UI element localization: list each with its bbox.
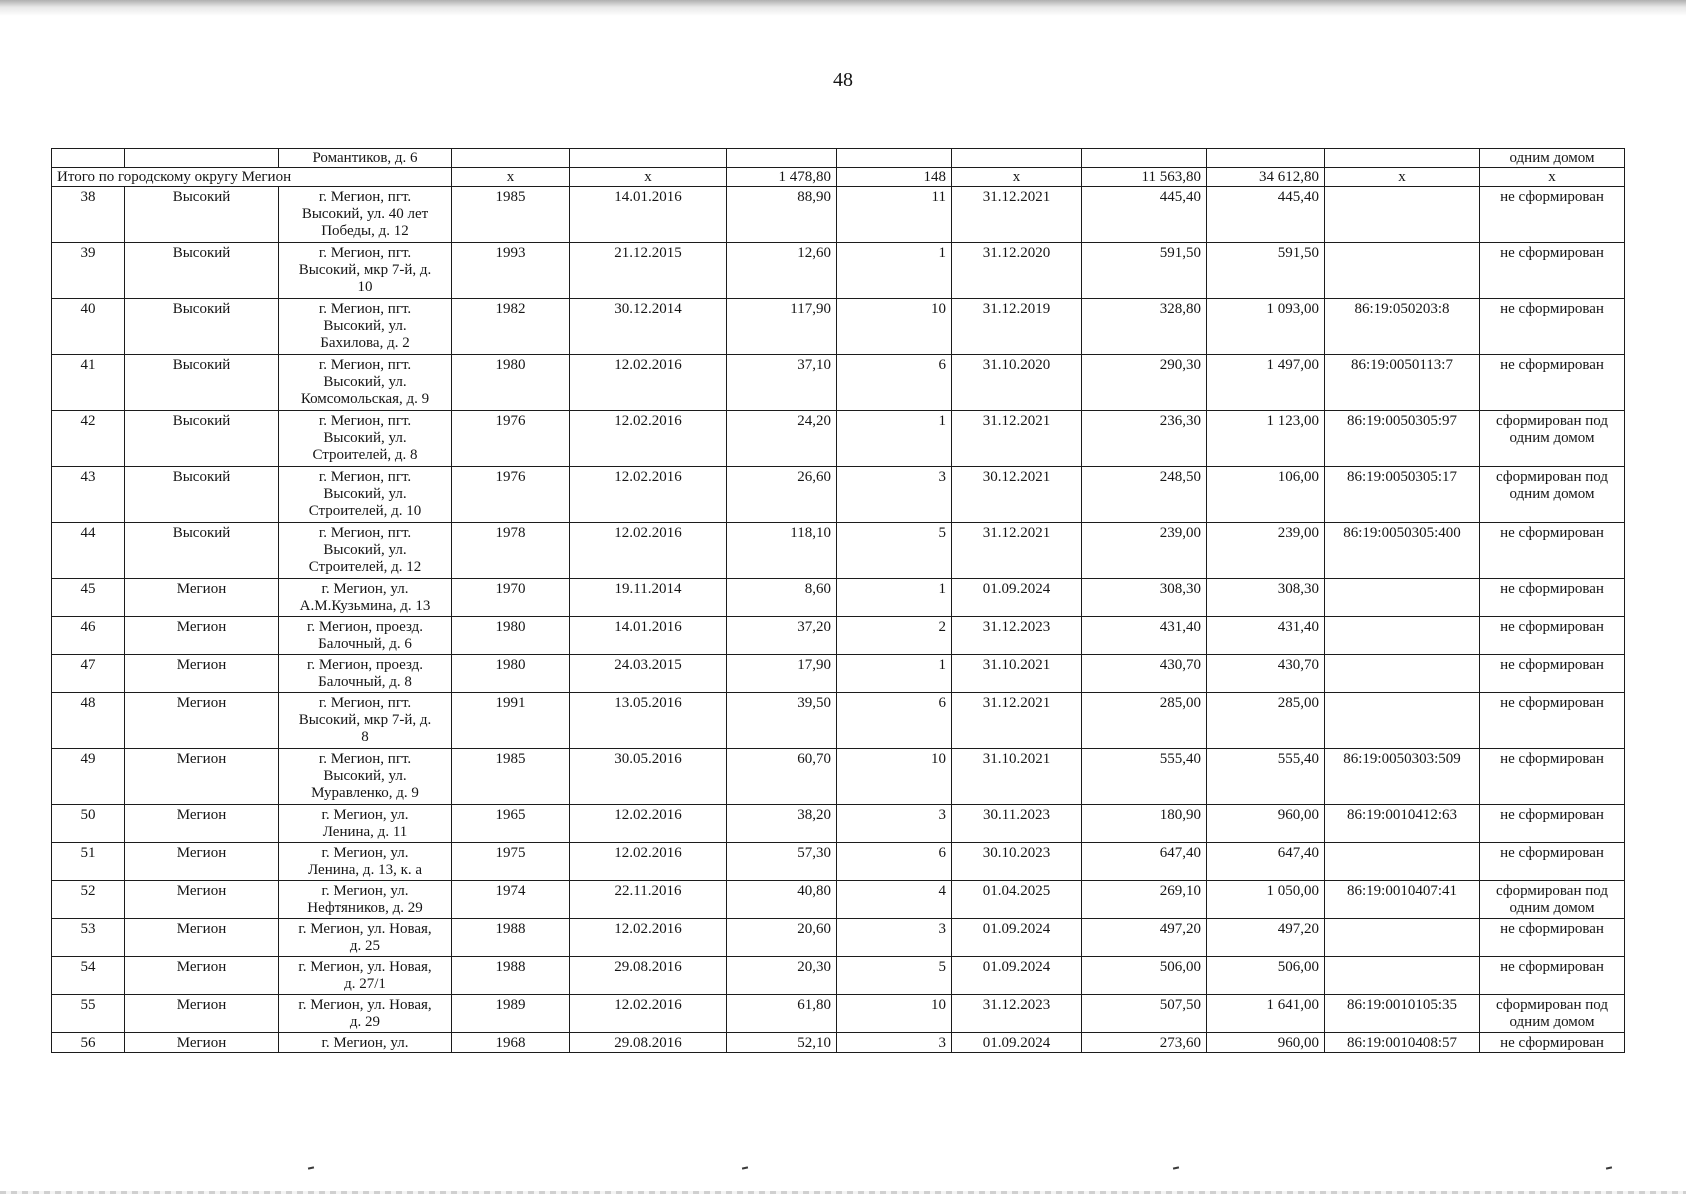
- cell-cadastral-number: [1325, 579, 1480, 617]
- cell-amount-total: 591,50: [1207, 243, 1325, 299]
- cell-year: 1989: [452, 995, 570, 1033]
- cell-area: 57,30: [727, 843, 837, 881]
- cell-date: 14.01.2016: [570, 187, 727, 243]
- cell-amount: 506,00: [1082, 957, 1207, 995]
- cell-amount: 647,40: [1082, 843, 1207, 881]
- cell-year: х: [452, 168, 570, 187]
- cell-number: 45: [52, 579, 125, 617]
- cell-number: 42: [52, 411, 125, 467]
- cell-area: 8,60: [727, 579, 837, 617]
- table-row: [52, 243, 1625, 299]
- cell-status: сформирован под одним домом: [1480, 881, 1625, 919]
- cell-year: 1991: [452, 693, 570, 749]
- table-row: [52, 957, 1625, 995]
- cell-year: 1970: [452, 579, 570, 617]
- cell-settlement: Мегион: [125, 881, 279, 919]
- cell-cadastral-number: [1325, 919, 1480, 957]
- cell-cadastral-number: 86:19:0010408:57: [1325, 1033, 1480, 1053]
- cell-cadastral-number: 86:19:050203:8: [1325, 299, 1480, 355]
- cell-date: 12.02.2016: [570, 919, 727, 957]
- cell-address: г. Мегион, ул. А.М.Кузьмина, д. 13: [279, 579, 452, 617]
- cell-number: 52: [52, 881, 125, 919]
- cell-term-date: 31.12.2021: [952, 523, 1082, 579]
- cell-cadastral-number: 86:19:0050303:509: [1325, 749, 1480, 805]
- cell-count: 1: [837, 579, 952, 617]
- cell-amount-total: 1 050,00: [1207, 881, 1325, 919]
- cell-cadastral-number: 86:19:0050113:7: [1325, 355, 1480, 411]
- cell-term-date: 31.12.2021: [952, 693, 1082, 749]
- cell-address: г. Мегион, ул.: [279, 1033, 452, 1053]
- cell-settlement: Мегион: [125, 617, 279, 655]
- cell-amount: 497,20: [1082, 919, 1207, 957]
- cell-amount: 248,50: [1082, 467, 1207, 523]
- cell-amount: 285,00: [1082, 693, 1207, 749]
- cell-amount-total: 285,00: [1207, 693, 1325, 749]
- cell-status: сформирован под одним домом: [1480, 995, 1625, 1033]
- cell-status: не сформирован: [1480, 655, 1625, 693]
- cell-cadastral-number: [1325, 693, 1480, 749]
- cell-address: г. Мегион, пгт. Высокий, ул. 40 лет Победы, д. 12: [279, 187, 452, 243]
- cell-settlement: Мегион: [125, 919, 279, 957]
- table-row: [52, 843, 1625, 881]
- cell-count: 148: [837, 168, 952, 187]
- cell-year: 1982: [452, 299, 570, 355]
- table-row: [52, 655, 1625, 693]
- cell-status: сформирован под одним домом: [1480, 411, 1625, 467]
- cell-count: 6: [837, 693, 952, 749]
- cell-address: г. Мегион, пгт. Высокий, ул. Муравленко, д. 9: [279, 749, 452, 805]
- cell-date: 22.11.2016: [570, 881, 727, 919]
- cell-amount-total: 506,00: [1207, 957, 1325, 995]
- cell-number: 47: [52, 655, 125, 693]
- cell-cadastral-number: 86:19:0010412:63: [1325, 805, 1480, 843]
- cell-count: 10: [837, 299, 952, 355]
- continuation-row: [52, 149, 1625, 168]
- table-row: [52, 995, 1625, 1033]
- cell-settlement: Мегион: [125, 655, 279, 693]
- cell-address: г. Мегион, пгт. Высокий, мкр 7-й, д. 8: [279, 693, 452, 749]
- cell-amount: 507,50: [1082, 995, 1207, 1033]
- cell-settlement: Мегион: [125, 579, 279, 617]
- cell-settlement: Высокий: [125, 467, 279, 523]
- cell-status: не сформирован: [1480, 919, 1625, 957]
- cell-term-date: 31.10.2020: [952, 355, 1082, 411]
- cell-date: 29.08.2016: [570, 957, 727, 995]
- cell-amount-total: 430,70: [1207, 655, 1325, 693]
- cell-area: 12,60: [727, 243, 837, 299]
- page-number: 48: [833, 69, 853, 91]
- cell-term-date: [952, 149, 1082, 168]
- cell-amount: 430,70: [1082, 655, 1207, 693]
- cell-amount-total: 555,40: [1207, 749, 1325, 805]
- cell-date: 12.02.2016: [570, 995, 727, 1033]
- cell-amount: 431,40: [1082, 617, 1207, 655]
- cell-amount-total: 1 497,00: [1207, 355, 1325, 411]
- cell-settlement: Мегион: [125, 995, 279, 1033]
- cell-count: 10: [837, 749, 952, 805]
- cell-address: г. Мегион, ул. Ленина, д. 13, к. а: [279, 843, 452, 881]
- cell-amount: 591,50: [1082, 243, 1207, 299]
- cell-count: 4: [837, 881, 952, 919]
- cell-date: 12.02.2016: [570, 843, 727, 881]
- cell-address: Романтиков, д. 6: [279, 149, 452, 168]
- cell-settlement: [125, 149, 279, 168]
- cell-date: 13.05.2016: [570, 693, 727, 749]
- cell-cadastral-number: [1325, 187, 1480, 243]
- cell-term-date: 30.12.2021: [952, 467, 1082, 523]
- cell-number: 48: [52, 693, 125, 749]
- cell-status: не сформирован: [1480, 1033, 1625, 1053]
- cell-cadastral-number: [1325, 243, 1480, 299]
- cell-number: 43: [52, 467, 125, 523]
- cell-date: 29.08.2016: [570, 1033, 727, 1053]
- cell-area: 20,60: [727, 919, 837, 957]
- cell-amount: 236,30: [1082, 411, 1207, 467]
- cell-term-date: 31.12.2021: [952, 187, 1082, 243]
- cell-area: 26,60: [727, 467, 837, 523]
- cell-amount: 555,40: [1082, 749, 1207, 805]
- cell-cadastral-number: 86:19:0050305:400: [1325, 523, 1480, 579]
- cell-amount-total: 308,30: [1207, 579, 1325, 617]
- cell-date: 14.01.2016: [570, 617, 727, 655]
- cell-address: г. Мегион, ул. Новая, д. 27/1: [279, 957, 452, 995]
- cell-address: г. Мегион, проезд. Балочный, д. 8: [279, 655, 452, 693]
- cell-count: 1: [837, 655, 952, 693]
- cell-number: 51: [52, 843, 125, 881]
- cell-year: 1985: [452, 749, 570, 805]
- cell-count: 2: [837, 617, 952, 655]
- cell-term-date: 31.10.2021: [952, 655, 1082, 693]
- cell-cadastral-number: [1325, 843, 1480, 881]
- cell-date: 24.03.2015: [570, 655, 727, 693]
- cell-number: 38: [52, 187, 125, 243]
- cell-address: г. Мегион, ул. Нефтяников, д. 29: [279, 881, 452, 919]
- cell-settlement: Мегион: [125, 843, 279, 881]
- cell-number: 39: [52, 243, 125, 299]
- cell-count: 3: [837, 1033, 952, 1053]
- cell-count: 6: [837, 355, 952, 411]
- cell-area: 38,20: [727, 805, 837, 843]
- cell-status: не сформирован: [1480, 299, 1625, 355]
- cell-status: х: [1480, 168, 1625, 187]
- cell-year: 1980: [452, 355, 570, 411]
- table-row: [52, 805, 1625, 843]
- cell-amount: 290,30: [1082, 355, 1207, 411]
- cell-address: г. Мегион, ул. Новая, д. 25: [279, 919, 452, 957]
- cell-area: 88,90: [727, 187, 837, 243]
- cell-cadastral-number: 86:19:0050305:97: [1325, 411, 1480, 467]
- cell-cadastral-number: [1325, 957, 1480, 995]
- cell-number: 49: [52, 749, 125, 805]
- cell-settlement: Высокий: [125, 411, 279, 467]
- scan-edge-bottom: [0, 1191, 1686, 1194]
- table-row: [52, 693, 1625, 749]
- table-row: [52, 467, 1625, 523]
- cell-year: 1974: [452, 881, 570, 919]
- scan-mark: [1606, 1166, 1612, 1169]
- cell-count: 5: [837, 523, 952, 579]
- table-row: [52, 919, 1625, 957]
- scan-mark: [1173, 1166, 1179, 1169]
- cell-area: 117,90: [727, 299, 837, 355]
- cell-term-date: 30.10.2023: [952, 843, 1082, 881]
- cell-address: г. Мегион, проезд. Балочный, д. 6: [279, 617, 452, 655]
- cell-amount: 308,30: [1082, 579, 1207, 617]
- cell-number: 54: [52, 957, 125, 995]
- cell-cadastral-number: х: [1325, 168, 1480, 187]
- cell-area: [727, 149, 837, 168]
- total-row: [52, 168, 1625, 187]
- table-row: [52, 881, 1625, 919]
- cell-amount-total: 960,00: [1207, 805, 1325, 843]
- cell-count: 3: [837, 805, 952, 843]
- cell-address: г. Мегион, пгт. Высокий, ул. Строителей, д. 8: [279, 411, 452, 467]
- cell-status: не сформирован: [1480, 617, 1625, 655]
- cell-amount-total: [1207, 149, 1325, 168]
- cell-number: [52, 149, 125, 168]
- cell-date: [570, 149, 727, 168]
- scan-edge-top: [0, 0, 1686, 16]
- cell-area: 24,20: [727, 411, 837, 467]
- cell-status: не сформирован: [1480, 523, 1625, 579]
- cell-term-date: 31.12.2019: [952, 299, 1082, 355]
- total-label: Итого по городскому округу Мегион: [52, 168, 452, 187]
- cell-date: х: [570, 168, 727, 187]
- cell-settlement: Мегион: [125, 805, 279, 843]
- cell-cadastral-number: 86:19:0010407:41: [1325, 881, 1480, 919]
- cell-year: 1975: [452, 843, 570, 881]
- cell-address: г. Мегион, ул. Новая, д. 29: [279, 995, 452, 1033]
- cell-settlement: Высокий: [125, 523, 279, 579]
- table-row: [52, 579, 1625, 617]
- cell-status: не сформирован: [1480, 805, 1625, 843]
- cell-date: 30.05.2016: [570, 749, 727, 805]
- cell-number: 41: [52, 355, 125, 411]
- cell-area: 37,10: [727, 355, 837, 411]
- table-row: [52, 299, 1625, 355]
- cell-status: не сформирован: [1480, 187, 1625, 243]
- cell-settlement: Высокий: [125, 299, 279, 355]
- cell-year: 1993: [452, 243, 570, 299]
- cell-settlement: Мегион: [125, 749, 279, 805]
- cell-amount-total: 445,40: [1207, 187, 1325, 243]
- cell-term-date: 31.12.2020: [952, 243, 1082, 299]
- cell-date: 19.11.2014: [570, 579, 727, 617]
- cell-settlement: Высокий: [125, 187, 279, 243]
- scan-mark: [742, 1166, 748, 1169]
- cell-cadastral-number: [1325, 617, 1480, 655]
- cell-amount-total: 1 093,00: [1207, 299, 1325, 355]
- cell-amount: 269,10: [1082, 881, 1207, 919]
- cell-term-date: 01.09.2024: [952, 957, 1082, 995]
- cell-amount: 328,80: [1082, 299, 1207, 355]
- cell-area: 1 478,80: [727, 168, 837, 187]
- cell-date: 12.02.2016: [570, 355, 727, 411]
- cell-status: не сформирован: [1480, 843, 1625, 881]
- cell-address: г. Мегион, пгт. Высокий, ул. Строителей, д. 10: [279, 467, 452, 523]
- cell-amount-total: 497,20: [1207, 919, 1325, 957]
- cell-date: 12.02.2016: [570, 805, 727, 843]
- cell-amount-total: 1 641,00: [1207, 995, 1325, 1033]
- cell-number: 53: [52, 919, 125, 957]
- cell-settlement: Высокий: [125, 355, 279, 411]
- table-row: [52, 523, 1625, 579]
- cell-address: г. Мегион, ул. Ленина, д. 11: [279, 805, 452, 843]
- housing-table: [51, 148, 1625, 1053]
- cell-amount-total: 960,00: [1207, 1033, 1325, 1053]
- cell-year: 1976: [452, 411, 570, 467]
- cell-count: 6: [837, 843, 952, 881]
- cell-year: [452, 149, 570, 168]
- cell-term-date: 30.11.2023: [952, 805, 1082, 843]
- cell-area: 37,20: [727, 617, 837, 655]
- cell-count: 1: [837, 411, 952, 467]
- cell-year: 1988: [452, 957, 570, 995]
- cell-amount-total: 647,40: [1207, 843, 1325, 881]
- cell-amount-total: 1 123,00: [1207, 411, 1325, 467]
- cell-settlement: Мегион: [125, 693, 279, 749]
- cell-settlement: Мегион: [125, 1033, 279, 1053]
- table-row: [52, 187, 1625, 243]
- cell-amount: 239,00: [1082, 523, 1207, 579]
- cell-count: 3: [837, 919, 952, 957]
- cell-count: 11: [837, 187, 952, 243]
- cell-count: [837, 149, 952, 168]
- cell-count: 1: [837, 243, 952, 299]
- cell-term-date: 31.10.2021: [952, 749, 1082, 805]
- cell-status: не сформирован: [1480, 957, 1625, 995]
- cell-status: одним домом: [1480, 149, 1625, 168]
- cell-area: 61,80: [727, 995, 837, 1033]
- cell-amount: 445,40: [1082, 187, 1207, 243]
- cell-year: 1980: [452, 617, 570, 655]
- cell-number: 46: [52, 617, 125, 655]
- cell-amount: 11 563,80: [1082, 168, 1207, 187]
- cell-status: не сформирован: [1480, 243, 1625, 299]
- cell-term-date: 01.09.2024: [952, 919, 1082, 957]
- cell-amount-total: 239,00: [1207, 523, 1325, 579]
- cell-year: 1968: [452, 1033, 570, 1053]
- cell-count: 10: [837, 995, 952, 1033]
- cell-date: 30.12.2014: [570, 299, 727, 355]
- cell-count: 5: [837, 957, 952, 995]
- cell-term-date: 31.12.2021: [952, 411, 1082, 467]
- table-row: [52, 617, 1625, 655]
- cell-term-date: 01.09.2024: [952, 579, 1082, 617]
- cell-cadastral-number: 86:19:0050305:17: [1325, 467, 1480, 523]
- cell-date: 21.12.2015: [570, 243, 727, 299]
- cell-status: не сформирован: [1480, 749, 1625, 805]
- cell-area: 39,50: [727, 693, 837, 749]
- cell-number: 40: [52, 299, 125, 355]
- cell-number: 50: [52, 805, 125, 843]
- table-row: [52, 1033, 1625, 1053]
- cell-area: 118,10: [727, 523, 837, 579]
- cell-address: г. Мегион, пгт. Высокий, ул. Бахилова, д. 2: [279, 299, 452, 355]
- table-row: [52, 355, 1625, 411]
- cell-amount-total: 34 612,80: [1207, 168, 1325, 187]
- cell-address: г. Мегион, пгт. Высокий, мкр 7-й, д. 10: [279, 243, 452, 299]
- cell-year: 1988: [452, 919, 570, 957]
- cell-count: 3: [837, 467, 952, 523]
- cell-amount-total: 431,40: [1207, 617, 1325, 655]
- cell-status: не сформирован: [1480, 579, 1625, 617]
- cell-cadastral-number: [1325, 149, 1480, 168]
- cell-term-date: х: [952, 168, 1082, 187]
- cell-status: не сформирован: [1480, 693, 1625, 749]
- table-row: [52, 749, 1625, 805]
- table-row: [52, 411, 1625, 467]
- cell-term-date: 01.09.2024: [952, 1033, 1082, 1053]
- cell-number: 55: [52, 995, 125, 1033]
- cell-amount-total: 106,00: [1207, 467, 1325, 523]
- cell-number: 44: [52, 523, 125, 579]
- cell-area: 17,90: [727, 655, 837, 693]
- cell-term-date: 31.12.2023: [952, 995, 1082, 1033]
- cell-settlement: Высокий: [125, 243, 279, 299]
- cell-date: 12.02.2016: [570, 523, 727, 579]
- cell-date: 12.02.2016: [570, 411, 727, 467]
- cell-cadastral-number: 86:19:0010105:35: [1325, 995, 1480, 1033]
- cell-term-date: 01.04.2025: [952, 881, 1082, 919]
- cell-status: не сформирован: [1480, 355, 1625, 411]
- cell-address: г. Мегион, пгт. Высокий, ул. Строителей, д. 12: [279, 523, 452, 579]
- cell-area: 60,70: [727, 749, 837, 805]
- cell-status: сформирован под одним домом: [1480, 467, 1625, 523]
- cell-area: 40,80: [727, 881, 837, 919]
- cell-settlement: Мегион: [125, 957, 279, 995]
- cell-year: 1980: [452, 655, 570, 693]
- cell-area: 20,30: [727, 957, 837, 995]
- cell-year: 1985: [452, 187, 570, 243]
- cell-term-date: 31.12.2023: [952, 617, 1082, 655]
- cell-amount: [1082, 149, 1207, 168]
- cell-amount: 273,60: [1082, 1033, 1207, 1053]
- cell-address: г. Мегион, пгт. Высокий, ул. Комсомольская, д. 9: [279, 355, 452, 411]
- cell-amount: 180,90: [1082, 805, 1207, 843]
- cell-number: 56: [52, 1033, 125, 1053]
- cell-date: 12.02.2016: [570, 467, 727, 523]
- cell-year: 1976: [452, 467, 570, 523]
- cell-year: 1965: [452, 805, 570, 843]
- cell-cadastral-number: [1325, 655, 1480, 693]
- scan-mark: [308, 1166, 314, 1169]
- cell-year: 1978: [452, 523, 570, 579]
- cell-area: 52,10: [727, 1033, 837, 1053]
